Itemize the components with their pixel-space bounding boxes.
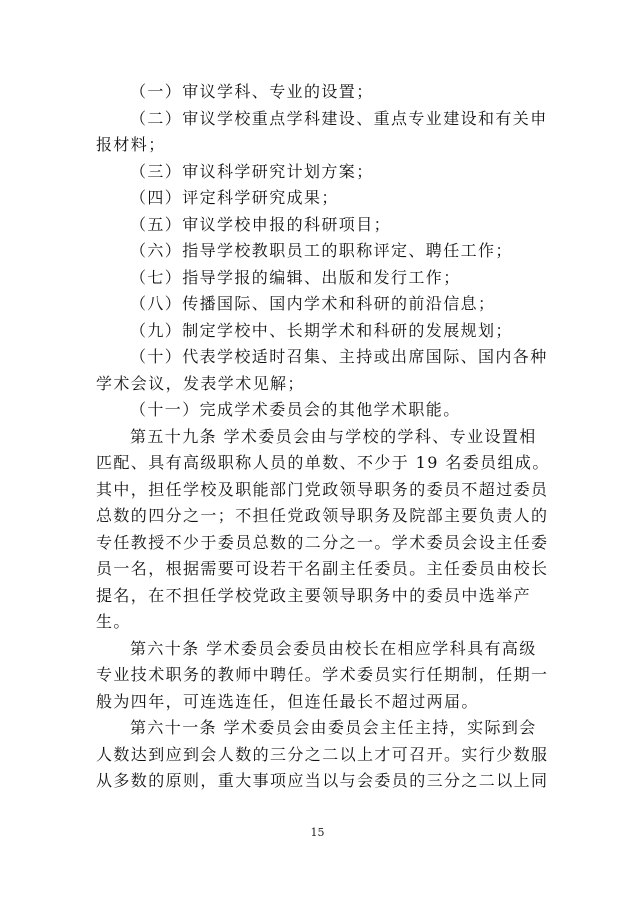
text-line: 第五十九条 学术委员会由与学校的学科、专业设置相 xyxy=(130,426,537,446)
text-line: 专任教授不少于委员总数的二分之一。学术委员会设主任委 xyxy=(96,532,549,552)
text-line: 第六十一条 学术委员会由委员会主任主持，实际到会 xyxy=(130,718,537,737)
text-line: （九）制定学校中、长期学术和科研的发展规划； xyxy=(130,320,513,340)
text-line: （五）审议学校申报的科研项目； xyxy=(130,214,392,234)
text-line: 提名，在不担任学校党政主要领导职务中的委员中选举产 xyxy=(96,585,532,605)
text-line: 报材料； xyxy=(96,135,166,154)
page-number: 15 xyxy=(310,826,325,839)
document-body xyxy=(96,79,550,795)
text-line: 员一名，根据需要可设若干名副主任委员。主任委员由校长 xyxy=(96,559,549,578)
text-line: 生。 xyxy=(96,612,131,631)
text-line: 学术会议，发表学术见解； xyxy=(96,373,305,393)
text-line: （八）传播国际、国内学术和科研的前沿信息； xyxy=(130,294,496,313)
text-line: 从多数的原则，重大事项应当以与会委员的三分之二以上同 xyxy=(96,771,549,790)
text-line: （十）代表学校适时召集、主持或出席国际、国内各种 xyxy=(130,347,548,366)
text-line: （一）审议学科、专业的设置； xyxy=(130,82,374,101)
text-line: （四）评定科学研究成果； xyxy=(130,188,339,207)
text-line: （七）指导学报的编辑、出版和发行工作； xyxy=(130,267,461,287)
text-line: 匹配、具有高级职称人员的单数、不少于 19 名委员组成。 xyxy=(96,453,550,472)
text-line: （十一）完成学术委员会的其他学术职能。 xyxy=(130,400,461,419)
text-line: 其中，担任学校及职能部门党政领导职务的委员不超过委员 xyxy=(96,479,549,499)
text-line: （六）指导学校教职员工的职称评定、聘任工作； xyxy=(130,241,513,260)
text-line: 人数达到应到会人数的三分之二以上才可召开。实行少数服 xyxy=(96,744,549,764)
text-line: 第六十条 学术委员会委员由校长在相应学科具有高级 xyxy=(130,638,537,658)
text-line: 般为四年，可连选连任，但连任最长不超过两届。 xyxy=(96,691,479,711)
text-line: （三）审议科学研究计划方案； xyxy=(130,161,374,181)
text-line: （二）审议学校重点学科建设、重点专业建设和有关申 xyxy=(130,108,548,128)
text-line: 总数的四分之一；不担任党政领导职务及院部主要负责人的 xyxy=(96,506,549,525)
text-line: 专业技术职务的教师中聘任。学术委员实行任期制，任期一 xyxy=(96,665,549,684)
